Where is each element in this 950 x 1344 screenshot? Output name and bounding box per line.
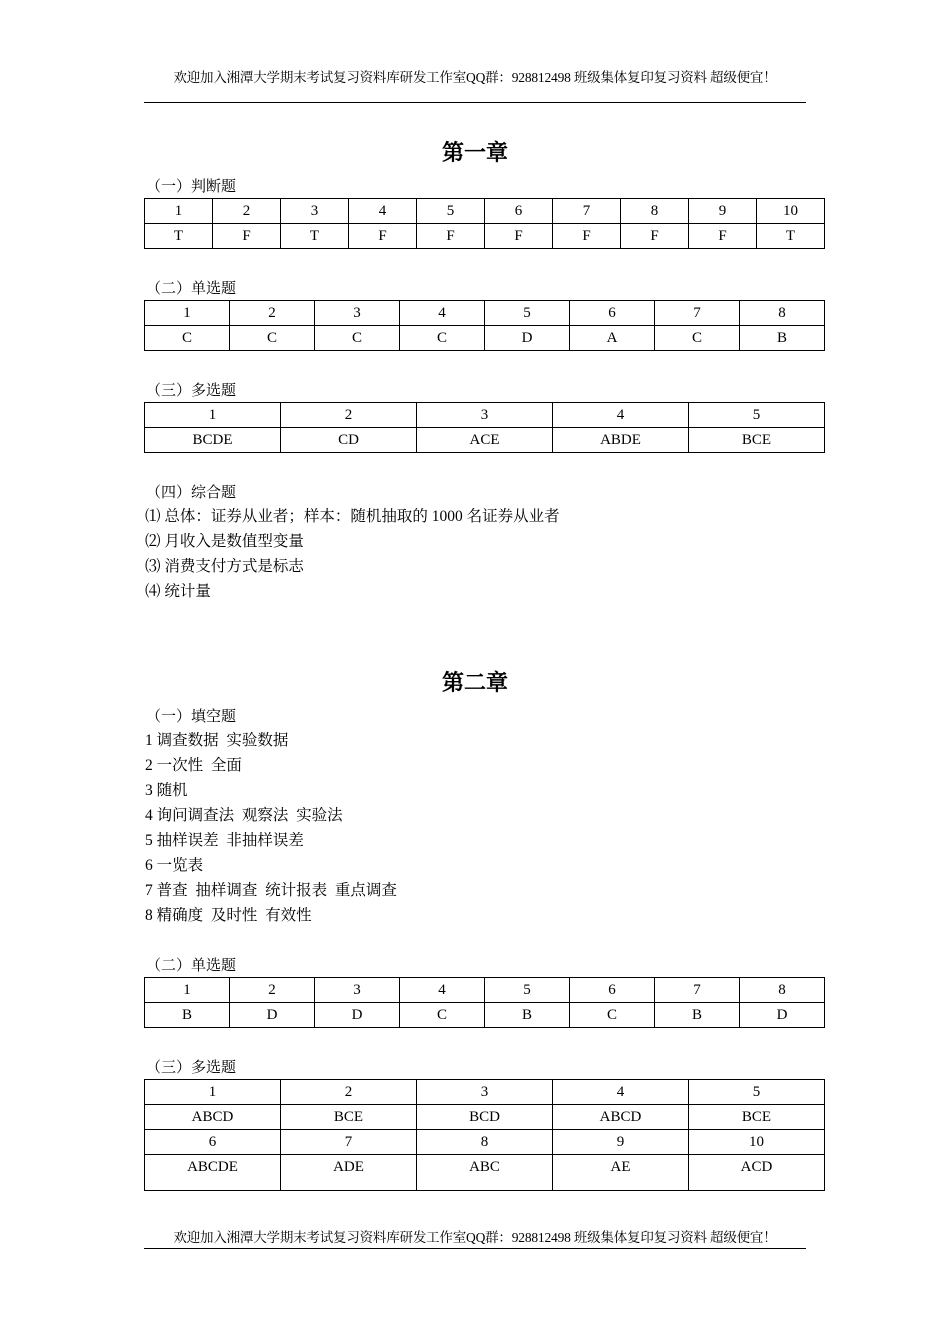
ch1-multi-num: 2 xyxy=(281,403,417,428)
ch1-single-table xyxy=(144,300,825,351)
ch1-single-answer: C xyxy=(145,326,230,351)
ch1-multi-num: 3 xyxy=(417,403,553,428)
ch2-multi-num: 5 xyxy=(689,1080,825,1105)
ch1-tf-num: 9 xyxy=(689,199,757,224)
ch1-single-num: 1 xyxy=(145,301,230,326)
ch1-tf-answer: T xyxy=(281,224,349,249)
ch1-multi-answer: ABDE xyxy=(553,428,689,453)
ch2-fill-line: 2 一次性 全面 xyxy=(145,757,242,774)
ch2-single-num: 8 xyxy=(740,978,825,1003)
ch2-fill-line: 3 随机 xyxy=(145,782,188,799)
ch1-tf-num: 2 xyxy=(213,199,281,224)
ch2-multi-num: 9 xyxy=(553,1130,689,1155)
table-row xyxy=(145,1130,825,1155)
ch1-tf-num: 1 xyxy=(145,199,213,224)
ch2-multi-num: 8 xyxy=(417,1130,553,1155)
ch1-multi-num: 5 xyxy=(689,403,825,428)
ch1-comp-line: ⑵ 月收入是数值型变量 xyxy=(145,533,304,550)
ch2-fill-line: 8 精确度 及时性 有效性 xyxy=(145,907,312,924)
ch1-single-answer: B xyxy=(740,326,825,351)
ch2-multi-answer: ACD xyxy=(689,1155,825,1191)
ch2-single-num: 3 xyxy=(315,978,400,1003)
ch2-multi-num: 6 xyxy=(145,1130,281,1155)
ch2-multi-answer: ADE xyxy=(281,1155,417,1191)
table-row xyxy=(145,1080,825,1105)
ch1-comp-label: （四）综合题 xyxy=(146,485,237,501)
ch1-tf-num: 8 xyxy=(621,199,689,224)
ch1-single-answer: C xyxy=(230,326,315,351)
ch2-single-answer: B xyxy=(145,1003,230,1028)
ch2-single-label: （二）单选题 xyxy=(146,958,237,974)
ch1-tf-answer: F xyxy=(621,224,689,249)
ch1-single-label: （二）单选题 xyxy=(146,281,237,297)
ch2-multi-label: （三）多选题 xyxy=(146,1060,237,1076)
ch2-multi-answer: BCE xyxy=(689,1105,825,1130)
ch1-single-answer: D xyxy=(485,326,570,351)
ch1-multi-answer: BCDE xyxy=(145,428,281,453)
ch2-fill-label: （一）填空题 xyxy=(146,709,237,725)
ch2-fill-line: 1 调查数据 实验数据 xyxy=(145,732,289,749)
ch2-multi-num: 2 xyxy=(281,1080,417,1105)
ch2-multi-num: 1 xyxy=(145,1080,281,1105)
ch2-multi-table xyxy=(144,1079,825,1191)
ch2-single-num: 2 xyxy=(230,978,315,1003)
ch2-single-answer: D xyxy=(230,1003,315,1028)
ch2-multi-answer: ABCD xyxy=(145,1105,281,1130)
chapter-1-title: 第一章 xyxy=(441,140,508,165)
ch1-multi-answer: ACE xyxy=(417,428,553,453)
ch2-single-num: 5 xyxy=(485,978,570,1003)
header-rule xyxy=(144,102,806,103)
ch1-single-answer: C xyxy=(655,326,740,351)
ch1-multi-answer: BCE xyxy=(689,428,825,453)
ch2-multi-answer: ABCDE xyxy=(145,1155,281,1191)
ch2-single-num: 4 xyxy=(400,978,485,1003)
ch2-multi-answer: BCE xyxy=(281,1105,417,1130)
ch1-single-answer: C xyxy=(315,326,400,351)
ch1-tf-answer: T xyxy=(757,224,825,249)
ch1-tf-answer: F xyxy=(689,224,757,249)
ch1-tf-num: 4 xyxy=(349,199,417,224)
ch1-tf-num: 7 xyxy=(553,199,621,224)
ch1-tf-num: 6 xyxy=(485,199,553,224)
ch2-single-answer: D xyxy=(315,1003,400,1028)
ch1-tf-num: 3 xyxy=(281,199,349,224)
table-row xyxy=(145,978,825,1003)
ch2-fill-line: 6 一览表 xyxy=(145,857,204,874)
table-row xyxy=(145,1105,825,1130)
ch2-multi-answer: AE xyxy=(553,1155,689,1191)
ch1-single-num: 4 xyxy=(400,301,485,326)
ch1-single-answer: A xyxy=(570,326,655,351)
table-row xyxy=(145,199,825,224)
ch1-tf-answer: T xyxy=(145,224,213,249)
ch2-multi-answer: BCD xyxy=(417,1105,553,1130)
page-header: 欢迎加入湘潭大学期末考试复习资料库研发工作室QQ群：928812498 班级集体复印复习资料 超级便宜！ xyxy=(173,70,777,85)
ch1-single-num: 3 xyxy=(315,301,400,326)
ch1-tf-answer: F xyxy=(485,224,553,249)
ch1-comp-line: ⑴ 总体：证券从业者；样本：随机抽取的 1000 名证券从业者 xyxy=(145,508,560,525)
ch1-single-num: 5 xyxy=(485,301,570,326)
table-row xyxy=(145,428,825,453)
ch1-multi-num: 4 xyxy=(553,403,689,428)
table-row xyxy=(145,301,825,326)
ch1-multi-label: （三）多选题 xyxy=(146,383,237,399)
table-row xyxy=(145,224,825,249)
ch2-multi-num: 10 xyxy=(689,1130,825,1155)
ch1-tf-label: （一）判断题 xyxy=(146,179,237,195)
ch2-single-num: 7 xyxy=(655,978,740,1003)
ch2-single-answer: B xyxy=(485,1003,570,1028)
ch1-tf-answer: F xyxy=(553,224,621,249)
ch1-single-answer: C xyxy=(400,326,485,351)
ch1-tf-num: 5 xyxy=(417,199,485,224)
ch1-multi-table xyxy=(144,402,825,453)
table-row xyxy=(145,1003,825,1028)
ch1-multi-num: 1 xyxy=(145,403,281,428)
ch2-multi-num: 4 xyxy=(553,1080,689,1105)
ch1-single-num: 8 xyxy=(740,301,825,326)
ch1-tf-answer: F xyxy=(213,224,281,249)
ch2-fill-line: 7 普查 抽样调查 统计报表 重点调查 xyxy=(145,882,397,899)
ch2-multi-answer: ABC xyxy=(417,1155,553,1191)
chapter-2-title: 第二章 xyxy=(441,670,508,695)
ch1-comp-line: ⑷ 统计量 xyxy=(145,583,211,600)
ch1-comp-line: ⑶ 消费支付方式是标志 xyxy=(145,558,304,575)
ch1-tf-table xyxy=(144,198,825,249)
page-footer: 欢迎加入湘潭大学期末考试复习资料库研发工作室QQ群：928812498 班级集体复印复习资料 超级便宜！ xyxy=(173,1230,777,1245)
ch2-single-answer: C xyxy=(400,1003,485,1028)
ch2-single-num: 1 xyxy=(145,978,230,1003)
table-row xyxy=(145,326,825,351)
ch2-single-num: 6 xyxy=(570,978,655,1003)
ch2-fill-line: 5 抽样误差 非抽样误差 xyxy=(145,832,304,849)
ch2-single-answer: C xyxy=(570,1003,655,1028)
ch1-multi-answer: CD xyxy=(281,428,417,453)
ch2-single-answer: B xyxy=(655,1003,740,1028)
table-row xyxy=(145,403,825,428)
footer-rule xyxy=(144,1248,806,1249)
ch2-single-table xyxy=(144,977,825,1028)
ch2-multi-num: 7 xyxy=(281,1130,417,1155)
ch2-multi-answer: ABCD xyxy=(553,1105,689,1130)
table-row xyxy=(145,1155,825,1191)
ch1-single-num: 2 xyxy=(230,301,315,326)
ch2-fill-line: 4 询问调查法 观察法 实验法 xyxy=(145,807,343,824)
ch1-single-num: 6 xyxy=(570,301,655,326)
ch1-tf-num: 10 xyxy=(757,199,825,224)
ch1-single-num: 7 xyxy=(655,301,740,326)
ch1-tf-answer: F xyxy=(417,224,485,249)
ch2-multi-num: 3 xyxy=(417,1080,553,1105)
ch1-tf-answer: F xyxy=(349,224,417,249)
ch2-single-answer: D xyxy=(740,1003,825,1028)
